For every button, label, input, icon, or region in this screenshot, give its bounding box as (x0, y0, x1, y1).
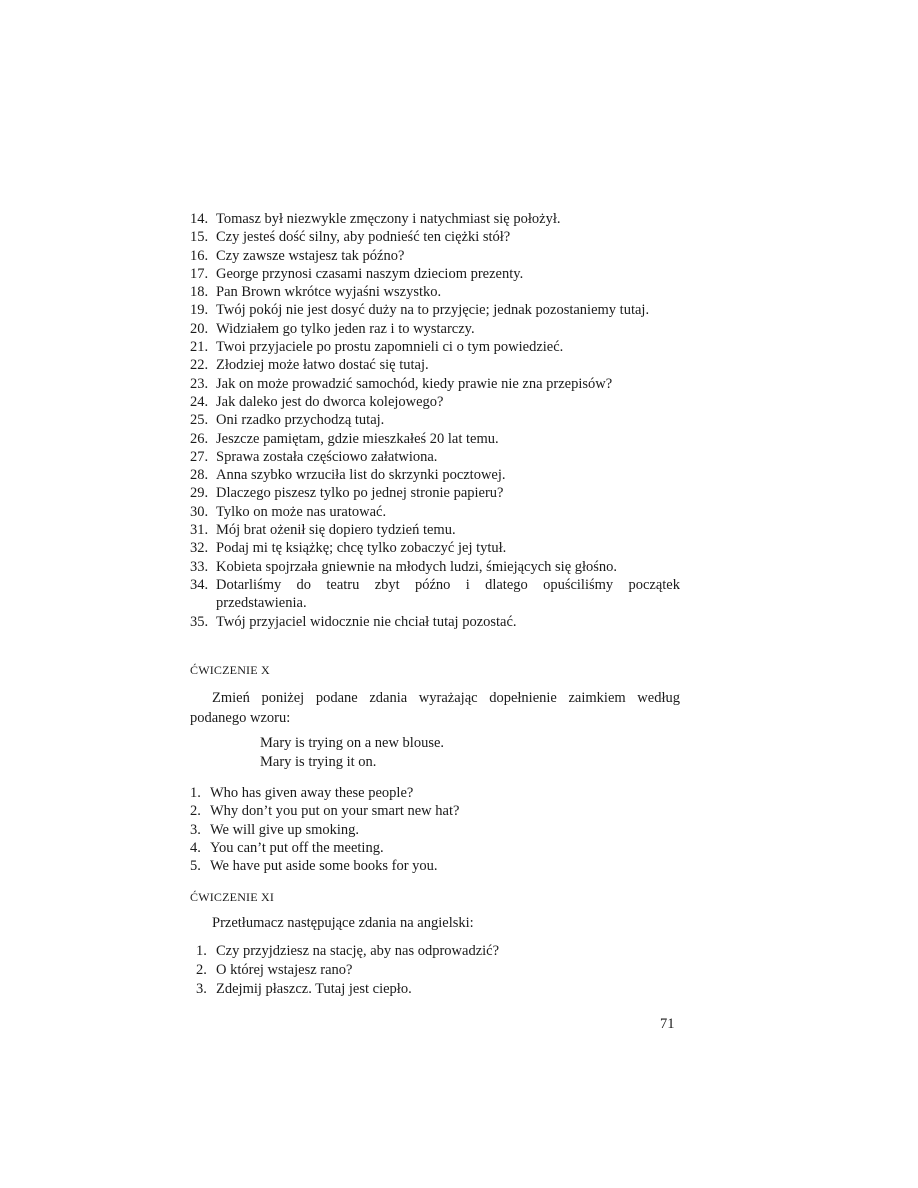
exercise-x-list (190, 784, 680, 875)
item-number: 2. (196, 962, 207, 978)
item-number: 25. (190, 412, 209, 429)
item-text: O której wstajesz rano? (216, 962, 353, 978)
sentence-list-continued (190, 210, 680, 631)
item-text: George przynosi czasami naszym dzieciom prezenty. (216, 265, 524, 282)
item-number: 19. (190, 302, 209, 319)
item-number: 2. (190, 803, 201, 820)
list-item (190, 430, 680, 448)
item-number: 30. (190, 503, 209, 520)
list-item (190, 857, 680, 875)
item-number: 5. (190, 858, 201, 875)
item-text: Twoi przyjaciele po prostu zapomnieli ci o tym powiedzieć. (216, 339, 564, 356)
item-text: Mój brat ożenił się dopiero tydzień temu. (216, 522, 456, 539)
item-text: Czy jesteś dość silny, aby podnieść ten ciężki stół? (216, 229, 511, 246)
item-text: Tomasz był niezwykle zmęczony i natychmiast się położył. (216, 211, 561, 227)
list-item (190, 247, 680, 265)
item-number: 3. (196, 981, 207, 997)
item-text: Dotarliśmy do teatru zbyt późno i dlatego opuściliśmy początek przedstawienia. (216, 576, 680, 612)
item-number: 15. (190, 229, 209, 246)
item-number: 1. (196, 943, 207, 959)
item-text: Widziałem go tylko jeden raz i to wystarczy. (216, 320, 475, 337)
example-line: Mary is trying on a new blouse. (260, 735, 445, 751)
item-number: 4. (190, 839, 201, 856)
item-text: Podaj mi tę książkę; chcę tylko zobaczyć jej tytuł. (216, 540, 507, 557)
item-text: Złodziej może łatwo dostać się tutaj. (216, 357, 429, 374)
item-number: 27. (190, 448, 209, 465)
example-line: Mary is trying it on. (260, 754, 377, 770)
item-number: 28. (190, 467, 209, 484)
list-item (190, 484, 680, 502)
item-number: 21. (190, 339, 209, 356)
list-item (190, 411, 680, 429)
list-item (190, 576, 680, 613)
item-number: 34. (190, 576, 209, 593)
exercise-heading: ĆWICZENIE X (190, 663, 270, 677)
item-number: 16. (190, 247, 209, 264)
item-text: Czy zawsze wstajesz tak późno? (216, 247, 405, 264)
item-text: Anna szybko wrzuciła list do skrzynki pocztowej. (216, 467, 506, 484)
item-text: Oni rzadko przychodzą tutaj. (216, 412, 385, 429)
item-text: Jak daleko jest do dworca kolejowego? (216, 393, 444, 410)
list-item (196, 980, 686, 999)
item-number: 29. (190, 485, 209, 502)
list-item (190, 558, 680, 576)
item-number: 22. (190, 357, 209, 374)
list-item (190, 320, 680, 338)
item-text: Who has given away these people? (210, 785, 414, 801)
item-text: Why don’t you put on your smart new hat? (210, 803, 460, 820)
item-text: Jeszcze pamiętam, gdzie mieszkałeś 20 lat temu. (216, 430, 499, 447)
list-item (190, 338, 680, 356)
item-number: 32. (190, 540, 209, 557)
list-item (190, 613, 680, 631)
item-text: We have put aside some books for you. (210, 858, 438, 875)
item-text: Czy przyjdziesz na stację, aby nas odprowadzić? (216, 943, 500, 959)
item-text: Dlaczego piszesz tylko po jednej stronie papieru? (216, 485, 504, 502)
item-text: Tylko on może nas uratować. (216, 503, 387, 520)
item-number: 33. (190, 558, 209, 575)
item-text: Pan Brown wkrótce wyjaśni wszystko. (216, 284, 442, 301)
list-item (190, 821, 680, 839)
item-number: 14. (190, 211, 209, 227)
list-item (190, 503, 680, 521)
list-item (190, 265, 680, 283)
exercise-heading: ĆWICZENIE XI (190, 890, 275, 904)
item-number: 31. (190, 522, 209, 539)
exercise-instruction: Zmień poniżej podane zdania wyrażając dopełnienie zaimkiem według podanego wzoru: (190, 690, 680, 726)
list-item (190, 283, 680, 301)
item-number: 35. (190, 613, 209, 630)
list-item (190, 228, 680, 246)
item-text: Jak on może prowadzić samochód, kiedy prawie nie zna przepisów? (216, 375, 613, 392)
exercise-instruction: Przetłumacz następujące zdania na angielski: (212, 915, 474, 931)
item-text: Sprawa została częściowo załatwiona. (216, 448, 438, 465)
item-number: 24. (190, 393, 209, 410)
item-text: Twój przyjaciel widocznie nie chciał tutaj pozostać. (216, 613, 517, 630)
list-item (196, 961, 686, 980)
item-text: You can’t put off the meeting. (210, 839, 384, 856)
example-pattern (260, 734, 444, 772)
list-item (190, 375, 680, 393)
list-item (190, 301, 680, 319)
list-item (190, 802, 680, 820)
item-number: 23. (190, 375, 209, 392)
exercise-xi-list (196, 942, 686, 999)
list-item (190, 539, 680, 557)
item-number: 1. (190, 785, 201, 801)
list-item (190, 521, 680, 539)
item-number: 18. (190, 284, 209, 301)
item-number: 17. (190, 265, 209, 282)
item-number: 3. (190, 821, 201, 838)
list-item (190, 356, 680, 374)
list-item (190, 393, 680, 411)
item-text: Twój pokój nie jest dosyć duży na to przyjęcie; jednak pozostaniemy tutaj. (216, 302, 650, 319)
item-text: We will give up smoking. (210, 821, 360, 838)
item-text: Kobieta spojrzała gniewnie na młodych ludzi, śmiejących się głośno. (216, 558, 618, 575)
page-number: 71 (660, 1016, 675, 1032)
list-item (196, 942, 686, 961)
list-item (190, 210, 680, 228)
list-item (190, 466, 680, 484)
list-item (190, 448, 680, 466)
item-text: Zdejmij płaszcz. Tutaj jest ciepło. (216, 981, 412, 997)
item-number: 26. (190, 430, 209, 447)
item-number: 20. (190, 320, 209, 337)
list-item (190, 784, 680, 802)
list-item (190, 839, 680, 857)
